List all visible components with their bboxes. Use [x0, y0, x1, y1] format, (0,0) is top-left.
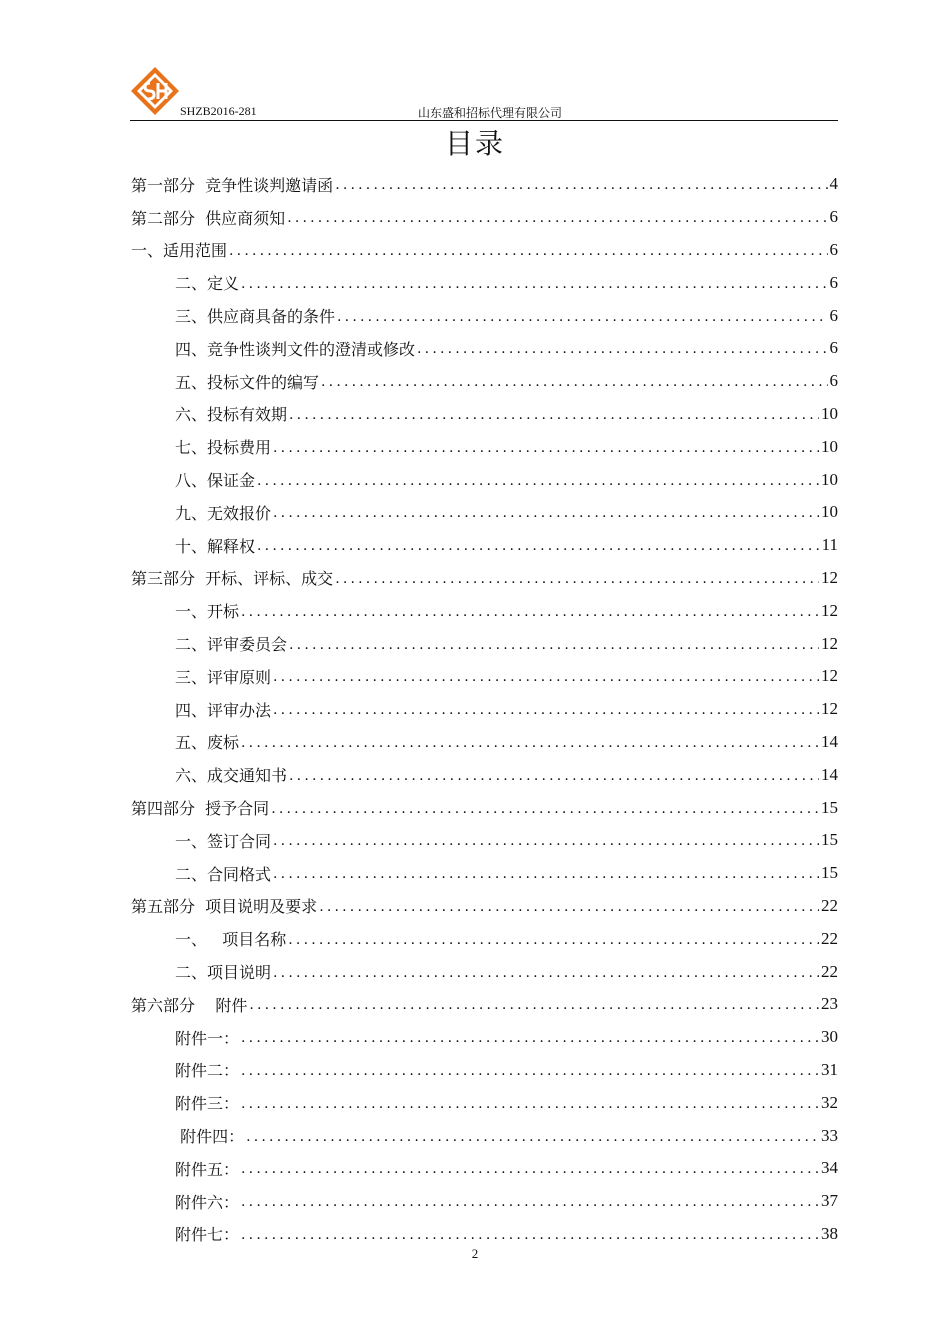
toc-entry-page: 38 — [821, 1223, 838, 1243]
toc-leader-dots — [273, 505, 819, 521]
page-title: 目录 — [444, 127, 505, 160]
toc-entry[interactable] — [131, 496, 838, 529]
toc-entry-page: 6 — [829, 338, 838, 358]
header-rule — [130, 120, 838, 121]
toc-entry-label: 第五部分 项目说明及要求 — [131, 897, 318, 917]
toc-entry[interactable] — [131, 824, 838, 857]
toc-entry[interactable] — [131, 266, 838, 299]
toc-leader-dots — [241, 604, 819, 620]
toc-leader-dots — [335, 177, 827, 193]
toc-entry-label: 附件二： — [175, 1061, 240, 1081]
toc-entry-label: 三、供应商具备的条件 — [175, 307, 336, 327]
toc-entry[interactable] — [131, 890, 838, 923]
toc-entry-page: 33 — [821, 1125, 838, 1145]
toc-entry[interactable] — [131, 168, 838, 201]
toc-entry[interactable] — [131, 562, 838, 595]
toc-leader-dots — [271, 801, 819, 817]
toc-entry-page: 6 — [829, 305, 838, 325]
toc-entry-label: 七、投标费用 — [175, 438, 272, 458]
toc-entry-page: 34 — [821, 1158, 838, 1178]
toc-entry-label: 三、评审原则 — [175, 667, 272, 687]
toc-entry-page: 23 — [821, 994, 838, 1014]
toc-entry-label: 一、开标 — [175, 602, 240, 622]
toc-entry[interactable] — [131, 1119, 838, 1152]
toc-leader-dots — [241, 1194, 819, 1210]
toc-entry-label: 四、竞争性谈判文件的澄清或修改 — [175, 339, 416, 359]
toc-leader-dots — [241, 1227, 819, 1243]
toc-leader-dots — [273, 669, 819, 685]
toc-entry-page: 22 — [821, 895, 838, 915]
toc-entry-label: 一、签订合同 — [175, 831, 272, 851]
toc-entry[interactable] — [131, 299, 838, 332]
toc-entry-page: 31 — [821, 1059, 838, 1079]
toc-leader-dots — [257, 473, 819, 489]
toc-leader-dots — [288, 932, 819, 948]
toc-leader-dots — [273, 833, 819, 849]
toc-entry-page: 15 — [821, 797, 838, 817]
toc-entry-label: 第二部分 供应商须知 — [131, 208, 286, 228]
toc-entry-page: 37 — [821, 1191, 838, 1211]
toc-entry-label: 二、合同格式 — [175, 864, 272, 884]
toc-entry-label: 第六部分 附件 — [131, 995, 248, 1015]
toc-entry-label: 二、评审委员会 — [175, 635, 288, 655]
toc-leader-dots — [257, 538, 820, 554]
toc-entry-label: 九、无效报价 — [175, 503, 272, 523]
toc-leader-dots — [241, 1096, 819, 1112]
toc-leader-dots — [417, 341, 827, 357]
toc-entry[interactable] — [131, 758, 838, 791]
toc-entry-label: 六、成交通知书 — [175, 766, 288, 786]
toc-leader-dots — [229, 243, 827, 259]
table-of-contents — [131, 168, 838, 1250]
sh-diamond-logo-icon — [130, 66, 180, 116]
toc-entry-page: 32 — [821, 1092, 838, 1112]
toc-leader-dots — [273, 965, 819, 981]
toc-entry-page: 22 — [821, 928, 838, 948]
toc-entry-label: 第四部分 授予合同 — [131, 799, 270, 819]
toc-leader-dots — [241, 1030, 819, 1046]
toc-entry-page: 6 — [829, 371, 838, 391]
toc-entry-page: 6 — [829, 239, 838, 259]
toc-entry-label: 八、保证金 — [175, 471, 256, 491]
toc-entry[interactable] — [131, 529, 838, 562]
toc-entry-label: 二、定义 — [175, 274, 240, 294]
page-header — [130, 66, 838, 122]
toc-entry-page: 15 — [821, 830, 838, 850]
company-name: 山东盛和招标代理有限公司 — [418, 106, 563, 120]
toc-leader-dots — [241, 1161, 819, 1177]
project-code: SHZB2016-281 — [180, 104, 257, 118]
toc-entry-label: 十、解释权 — [175, 536, 256, 556]
toc-entry-page: 12 — [821, 666, 838, 686]
toc-leader-dots — [246, 1129, 819, 1145]
toc-leader-dots — [335, 571, 819, 587]
toc-entry[interactable] — [131, 955, 838, 988]
toc-leader-dots — [289, 637, 819, 653]
toc-entry-page: 12 — [821, 699, 838, 719]
toc-entry-page: 14 — [821, 731, 838, 751]
toc-entry-label: 附件六： — [175, 1192, 240, 1212]
toc-leader-dots — [273, 440, 819, 456]
toc-entry-page: 6 — [829, 207, 838, 227]
toc-entry-page: 14 — [821, 764, 838, 784]
toc-entry[interactable] — [131, 857, 838, 890]
toc-leader-dots — [287, 210, 827, 226]
toc-entry[interactable] — [131, 627, 838, 660]
toc-entry[interactable] — [131, 1152, 838, 1185]
toc-entry-page: 11 — [821, 535, 838, 555]
toc-leader-dots — [289, 407, 819, 423]
toc-entry-label: 附件四： — [175, 1127, 245, 1146]
toc-entry-page: 6 — [829, 272, 838, 292]
toc-leader-dots — [241, 276, 827, 292]
toc-entry-label: 附件七： — [175, 1225, 240, 1245]
toc-entry-page: 10 — [821, 436, 838, 456]
toc-entry[interactable] — [131, 430, 838, 463]
toc-leader-dots — [241, 1063, 819, 1079]
toc-entry[interactable] — [131, 594, 838, 627]
toc-entry-label: 四、评审办法 — [175, 700, 272, 720]
toc-entry-page: 12 — [821, 600, 838, 620]
toc-entry[interactable] — [131, 922, 838, 955]
toc-entry[interactable] — [131, 791, 838, 824]
toc-entry[interactable] — [131, 463, 838, 496]
toc-entry[interactable] — [131, 693, 838, 726]
toc-entry[interactable] — [131, 1185, 838, 1218]
toc-leader-dots — [249, 997, 819, 1013]
toc-entry[interactable] — [131, 1021, 838, 1054]
toc-entry-page: 30 — [821, 1027, 838, 1047]
toc-entry-label: 六、投标有效期 — [175, 405, 288, 425]
toc-leader-dots — [289, 768, 819, 784]
toc-entry-page: 10 — [821, 403, 838, 423]
toc-entry-page: 12 — [821, 633, 838, 653]
toc-entry-label: 五、废标 — [175, 733, 240, 753]
toc-entry[interactable] — [131, 1086, 838, 1119]
toc-entry-label: 第一部分 竞争性谈判邀请函 — [131, 175, 334, 195]
toc-entry-page: 15 — [821, 863, 838, 883]
toc-entry-label: 五、投标文件的编写 — [175, 372, 320, 392]
toc-entry[interactable] — [131, 365, 838, 398]
toc-leader-dots — [337, 309, 827, 325]
toc-entry-label: 附件五： — [175, 1159, 240, 1179]
toc-entry[interactable] — [131, 726, 838, 759]
toc-entry-label: 一、适用范围 — [131, 241, 228, 261]
toc-entry-page: 10 — [821, 502, 838, 522]
toc-entry[interactable] — [131, 234, 838, 267]
page-number: 2 — [471, 1246, 479, 1261]
toc-entry-page: 10 — [821, 469, 838, 489]
toc-entry[interactable] — [131, 201, 838, 234]
toc-entry-label: 二、项目说明 — [175, 963, 272, 983]
toc-leader-dots — [273, 866, 819, 882]
toc-entry[interactable] — [131, 988, 838, 1021]
toc-entry-label: 第三部分 开标、评标、成交 — [131, 569, 334, 589]
toc-entry[interactable] — [131, 332, 838, 365]
toc-leader-dots — [321, 374, 827, 390]
toc-entry-label: 附件一： — [175, 1028, 240, 1048]
toc-entry-page: 22 — [821, 961, 838, 981]
toc-leader-dots — [273, 702, 819, 718]
toc-entry-label: 附件三： — [175, 1094, 240, 1114]
toc-entry-page: 12 — [821, 567, 838, 587]
toc-entry-label: 一、 项目名称 — [175, 930, 287, 950]
toc-entry[interactable] — [131, 660, 838, 693]
toc-leader-dots — [319, 899, 819, 915]
toc-leader-dots — [241, 735, 819, 751]
toc-entry-page: 4 — [829, 174, 838, 194]
toc-entry[interactable] — [131, 1054, 838, 1087]
toc-entry[interactable] — [131, 398, 838, 431]
